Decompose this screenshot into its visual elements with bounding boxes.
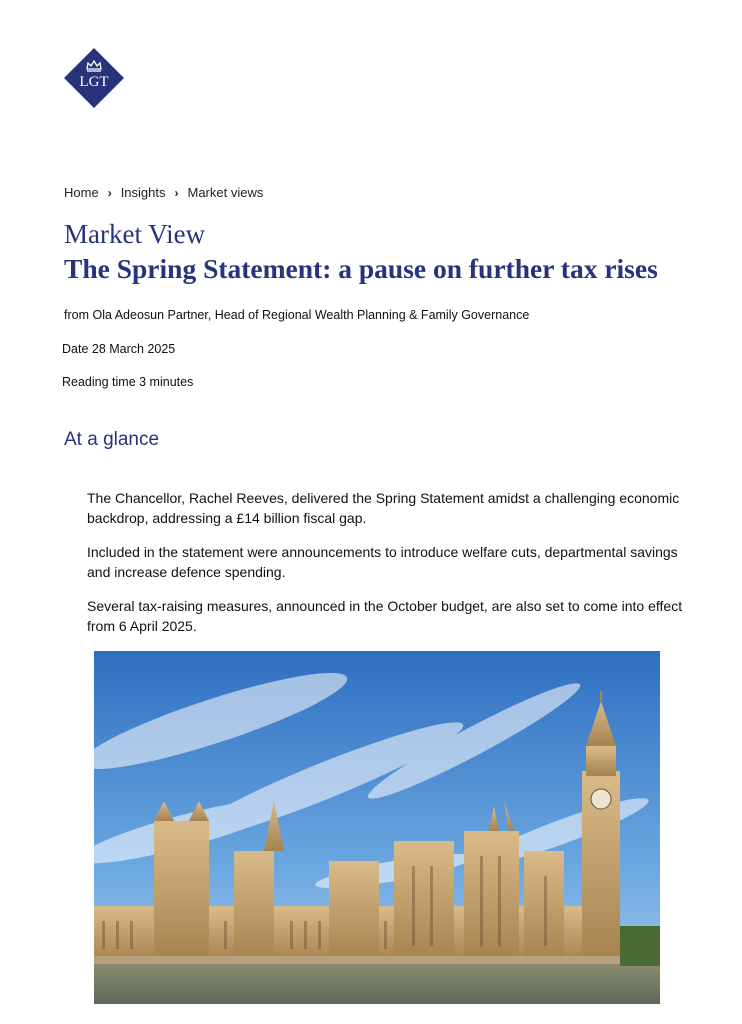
lgt-logo[interactable] bbox=[64, 48, 124, 108]
trees bbox=[620, 926, 660, 966]
chevron-right-icon: › bbox=[107, 185, 112, 200]
embankment bbox=[94, 956, 660, 964]
logo-text: LGT bbox=[79, 74, 109, 90]
breadcrumb-home[interactable]: Home bbox=[64, 185, 99, 200]
river bbox=[94, 964, 660, 1004]
author-line: from Ola Adeosun Partner, Head of Regional Wealth Planning & Family Governance bbox=[64, 308, 530, 322]
hero-image-houses-of-parliament bbox=[94, 651, 660, 1004]
reading-time: Reading time 3 minutes bbox=[62, 375, 194, 389]
chevron-right-icon: › bbox=[174, 185, 179, 200]
page-title: The Spring Statement: a pause on further tax rises bbox=[64, 253, 658, 284]
glance-paragraph-3: Several tax-raising measures, announced in the October budget, are also set to come into effect from 6 April 2025. bbox=[87, 598, 683, 634]
publish-date: Date 28 March 2025 bbox=[62, 342, 176, 356]
breadcrumb bbox=[64, 185, 263, 200]
glance-paragraph-1: The Chancellor, Rachel Reeves, delivered the Spring Statement amidst a challenging economic backdrop, addressing a £14 billion fiscal gap. bbox=[87, 490, 680, 526]
breadcrumb-insights[interactable]: Insights bbox=[120, 185, 166, 200]
glance-paragraph-2: Included in the statement were announcements to introduce welfare cuts, departmental savings and increase defence spending. bbox=[87, 544, 678, 580]
section-heading-at-a-glance: At a glance bbox=[64, 429, 160, 450]
page-kicker: Market View bbox=[64, 219, 206, 249]
breadcrumb-market-views[interactable]: Market views bbox=[187, 185, 264, 200]
